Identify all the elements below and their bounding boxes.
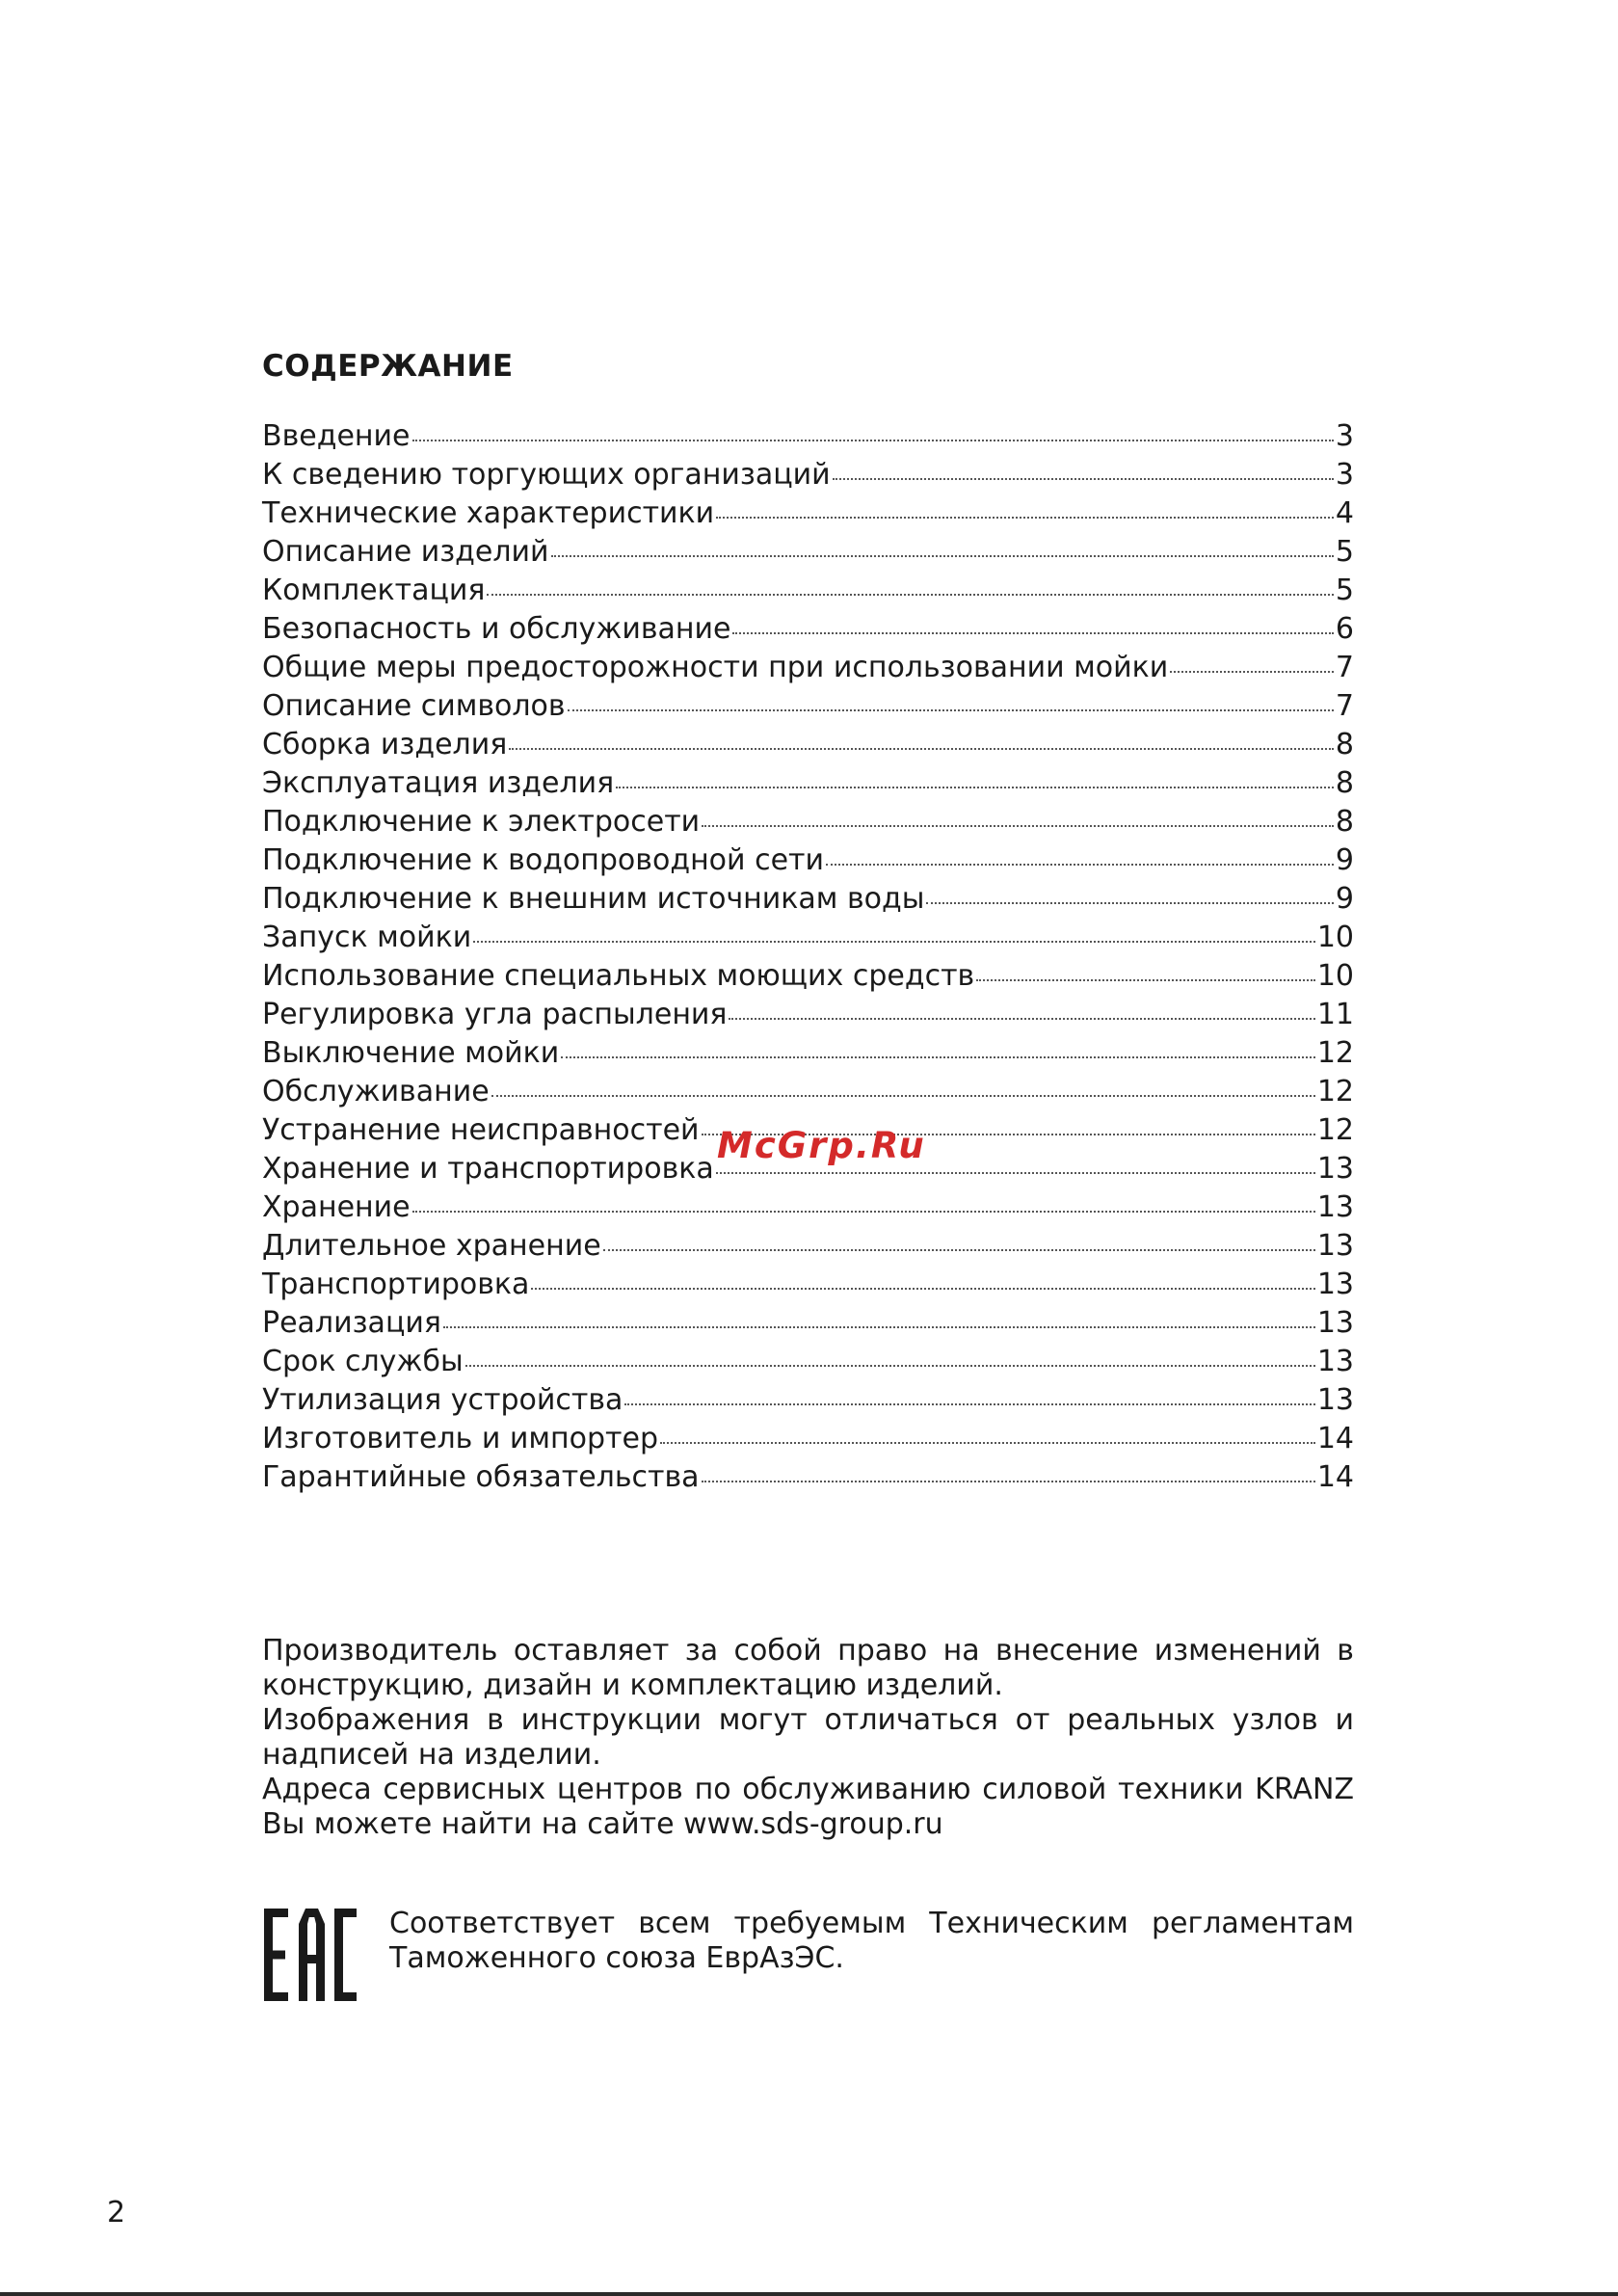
toc-leader-dots: [702, 1481, 1315, 1482]
toc-leader-dots: [660, 1442, 1315, 1444]
toc-leader-dots: [926, 902, 1333, 904]
toc-entry: [262, 957, 1354, 996]
toc-entry-label: Регулировка угла распыления: [262, 998, 728, 1031]
toc-entry-label: Гарантийные обязательства: [262, 1460, 700, 1494]
toc-leader-dots: [561, 1056, 1315, 1058]
toc-entry-label: Безопасность и обслуживание: [262, 612, 731, 646]
toc-entry-label: Длительное хранение: [262, 1229, 601, 1263]
toc-leader-dots: [976, 979, 1315, 981]
toc-leader-dots: [716, 1172, 1315, 1174]
toc-entry-label: Введение: [262, 419, 411, 453]
toc-entry-label: Использование специальных моющих средств: [262, 959, 975, 993]
toc-leader-dots: [491, 1095, 1315, 1097]
toc-entry-page: 13: [1316, 1383, 1354, 1417]
toc-entry-page: 12: [1316, 1075, 1354, 1108]
toc-entry-label: Подключение к внешним источникам воды: [262, 882, 925, 916]
toc-entry-label: Хранение и транспортировка: [262, 1152, 714, 1186]
toc-entry-label: Подключение к водопроводной сети: [262, 843, 824, 877]
toc-entry-label: Утилизация устройства: [262, 1383, 623, 1417]
toc-leader-dots: [1170, 671, 1334, 673]
toc-entry: [262, 1381, 1354, 1420]
toc-entry-label: Выключение мойки: [262, 1036, 560, 1070]
toc-entry-page: 12: [1316, 1113, 1354, 1147]
table-of-contents: [262, 347, 1354, 1497]
toc-entry-label: К сведению торгующих организаций: [262, 458, 831, 492]
toc-entry: [262, 1266, 1354, 1304]
toc-entry: [262, 1034, 1354, 1073]
toc-leader-dots: [702, 825, 1334, 827]
toc-entry: [262, 1420, 1354, 1458]
toc-entry-page: 9: [1335, 882, 1354, 916]
toc-entry-page: 9: [1335, 843, 1354, 877]
toc-entry-page: 6: [1335, 612, 1354, 646]
toc-leader-dots: [473, 941, 1315, 943]
toc-entry-label: Подключение к электросети: [262, 805, 701, 839]
toc-leader-dots: [826, 864, 1334, 866]
toc-entry: [262, 919, 1354, 957]
note-paragraph: Изображения в инструкции могут отличаться от реальных узлов и надписей на изделии.: [262, 1703, 1354, 1772]
toc-entry-page: 4: [1335, 496, 1354, 530]
toc-title: СОДЕРЖАНИЕ: [262, 349, 514, 384]
toc-leader-dots: [412, 440, 1334, 441]
page-number: 2: [107, 2196, 126, 2229]
toc-entry: [262, 764, 1354, 803]
toc-leader-dots: [531, 1288, 1314, 1290]
toc-entry-page: 10: [1316, 959, 1354, 993]
toc-leader-dots: [732, 632, 1333, 634]
toc-list: [262, 417, 1354, 1497]
toc-leader-dots: [465, 1365, 1315, 1367]
toc-entry: [262, 572, 1354, 610]
toc-entry-page: 10: [1316, 921, 1354, 954]
toc-leader-dots: [624, 1403, 1314, 1405]
toc-leader-dots: [568, 709, 1334, 711]
toc-entry-page: 5: [1335, 574, 1354, 607]
toc-leader-dots: [443, 1326, 1315, 1328]
certification-text: Соответствует всем требуемым Техническим регламентам Таможенного союза ЕврАзЭС.: [389, 1907, 1354, 1975]
note-paragraph: Адреса сервисных центров по обслуживанию силовой техники KRANZ Вы можете найти на сайте www.sds-group.ru: [262, 1773, 1354, 1841]
toc-entry-label: Запуск мойки: [262, 921, 472, 954]
toc-leader-dots: [729, 1018, 1314, 1020]
toc-entry-page: 5: [1335, 535, 1354, 569]
toc-entry: [262, 687, 1354, 726]
toc-entry-label: Описание изделий: [262, 535, 549, 569]
toc-entry: [262, 1458, 1354, 1497]
manufacturer-notes: [262, 1634, 1354, 1842]
toc-entry: [262, 533, 1354, 572]
toc-entry: [262, 880, 1354, 919]
toc-entry-label: Эксплуатация изделия: [262, 766, 615, 800]
toc-entry-page: 13: [1316, 1190, 1354, 1224]
toc-entry: [262, 1343, 1354, 1381]
toc-entry-page: 11: [1316, 998, 1354, 1031]
toc-entry-page: 3: [1335, 458, 1354, 492]
toc-entry-page: 13: [1316, 1345, 1354, 1378]
toc-entry: [262, 649, 1354, 687]
toc-entry-label: Транспортировка: [262, 1268, 530, 1301]
toc-entry: [262, 841, 1354, 880]
toc-entry-page: 13: [1316, 1229, 1354, 1263]
toc-entry-label: Срок службы: [262, 1345, 464, 1378]
toc-leader-dots: [616, 787, 1334, 788]
toc-leader-dots: [603, 1249, 1315, 1251]
toc-entry-page: 14: [1316, 1460, 1354, 1494]
toc-leader-dots: [509, 748, 1334, 750]
toc-entry-label: Технические характеристики: [262, 496, 715, 530]
toc-leader-dots: [551, 555, 1334, 557]
toc-entry-page: 8: [1335, 728, 1354, 761]
toc-entry-page: 12: [1316, 1036, 1354, 1070]
eac-logo: [262, 1907, 358, 2003]
toc-entry: [262, 803, 1354, 841]
toc-entry-label: Устранение неисправностей: [262, 1113, 700, 1147]
toc-entry-label: Сборка изделия: [262, 728, 508, 761]
toc-leader-dots: [487, 594, 1333, 596]
toc-entry-page: 13: [1316, 1306, 1354, 1340]
toc-entry: [262, 610, 1354, 649]
toc-entry-label: Комплектация: [262, 574, 486, 607]
toc-entry: [262, 494, 1354, 533]
toc-entry-page: 3: [1335, 419, 1354, 453]
toc-entry: [262, 1304, 1354, 1343]
toc-entry-page: 7: [1335, 689, 1354, 723]
toc-entry-page: 7: [1335, 651, 1354, 684]
toc-entry: [262, 1188, 1354, 1227]
toc-entry: [262, 417, 1354, 456]
toc-leader-dots: [833, 478, 1334, 480]
toc-entry-label: Изготовитель и импортер: [262, 1422, 658, 1455]
toc-entry-label: Общие меры предосторожности при использовании мойки: [262, 651, 1169, 684]
watermark: McGrp.Ru: [717, 1125, 926, 1166]
toc-entry: [262, 456, 1354, 494]
toc-entry: [262, 1073, 1354, 1111]
bottom-rule: [0, 2292, 1618, 2296]
toc-entry-label: Реализация: [262, 1306, 441, 1340]
note-paragraph: Производитель оставляет за собой право на внесение изменений в конструкцию, дизайн и комплектацию изделий.: [262, 1634, 1354, 1702]
toc-leader-dots: [412, 1211, 1315, 1213]
toc-entry-page: 13: [1316, 1268, 1354, 1301]
toc-entry-label: Хранение: [262, 1190, 411, 1224]
toc-entry: [262, 726, 1354, 764]
toc-entry-page: 14: [1316, 1422, 1354, 1455]
toc-entry-page: 13: [1316, 1152, 1354, 1186]
toc-entry-label: Описание символов: [262, 689, 566, 723]
toc-entry-page: 8: [1335, 766, 1354, 800]
toc-leader-dots: [716, 517, 1334, 519]
toc-entry: [262, 996, 1354, 1034]
toc-entry-page: 8: [1335, 805, 1354, 839]
toc-entry-label: Обслуживание: [262, 1075, 490, 1108]
toc-entry: [262, 1227, 1354, 1266]
certification-block: [262, 1907, 1354, 2005]
